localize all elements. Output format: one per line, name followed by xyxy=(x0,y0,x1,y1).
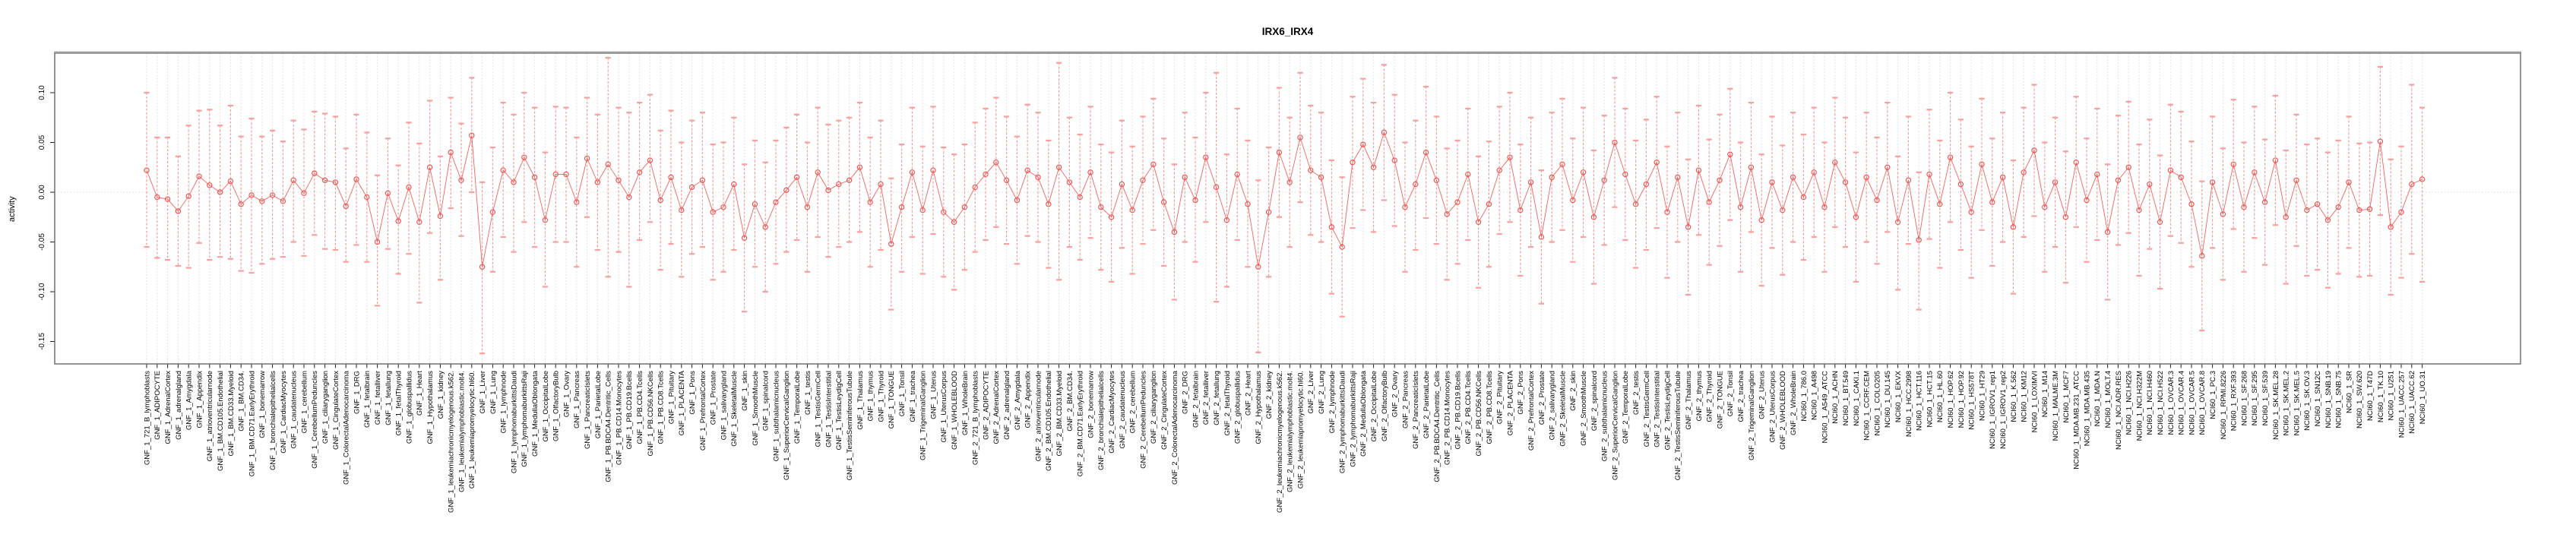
x-category-label: GNF_2_testis xyxy=(1632,371,1641,416)
x-category-label: GNF_1_trachea xyxy=(908,371,917,422)
x-category-label: NCI60_1_786.0 xyxy=(1799,371,1809,422)
series-line xyxy=(147,132,2423,267)
x-category-label: GNF_2_BM.CD34. xyxy=(1065,371,1074,432)
x-category-label: GNF_2_bonemarrow xyxy=(1087,371,1096,438)
x-category-label: GNF_1_PB.CD4.Tcells xyxy=(636,371,644,444)
x-category-label: NCI60_1_SF.539 xyxy=(2261,371,2270,426)
x-category-label: GNF_1_fetalbrain xyxy=(363,371,372,428)
x-category-label: GNF_2_PB.CD8.Tcells xyxy=(1485,371,1494,444)
x-category-label: GNF_1_TrigeminalGanglion xyxy=(919,371,928,460)
x-category-label: NCI60_1_SW.620 xyxy=(2356,371,2365,429)
x-category-label: GNF_1_SmoothMuscle xyxy=(751,371,760,446)
x-category-label: GNF_2_UterusCorpus xyxy=(1768,371,1777,443)
x-category-label: GNF_2_ParietalLobe xyxy=(1422,371,1431,439)
x-category-label: NCI60_1_OVCAR.4 xyxy=(2177,371,2186,435)
x-category-label: NCI60_1_M14 xyxy=(2041,371,2050,418)
x-category-label: GNF_1_skin xyxy=(741,371,749,411)
x-category-label: NCI60_1_SNB.75 xyxy=(2334,371,2343,428)
x-category-label: GNF_2_Thalamus xyxy=(1685,371,1693,430)
x-category-label: GNF_2_fetalThyroid xyxy=(1223,371,1232,436)
x-category-label: GNF_2_BM.CD105.Endothelial xyxy=(1045,371,1054,472)
x-category-label: GNF_2_leukemiachronicmyelogenous.k562. xyxy=(1275,371,1284,513)
x-category-label: GNF_2_leukemiapromyelocytic.hl60. xyxy=(1296,371,1305,489)
x-category-label: GNF_1_thymus xyxy=(866,371,875,422)
x-category-label: NCI60_1_NCI.ADR.RES xyxy=(2114,371,2123,451)
x-category-label: GNF_2_PancreaticIslets xyxy=(1412,371,1421,449)
x-category-label: GNF_2_MedullaOblongata xyxy=(1359,371,1369,457)
x-category-label: GNF_1_UterusCorpus xyxy=(940,371,949,443)
x-category-label: GNF_2_Pituitary xyxy=(1495,371,1505,425)
x-category-label: GNF_2_SkeletalMuscle xyxy=(1559,371,1568,447)
x-category-label: GNF_1_PB.BDCA4.Dentritic_Cells xyxy=(604,371,613,482)
x-category-label: GNF_2_leukemialymphoblastic.molt4. xyxy=(1286,371,1295,492)
x-category-label: GNF_1_leukemiachronicmyelogenous.k562. xyxy=(447,371,456,513)
x-category-label: GNF_1_TestisLeydigCell xyxy=(835,371,844,451)
x-category-label: NCI60_1_MCF7 xyxy=(2062,371,2071,423)
x-category-label: GNF_2_kidney xyxy=(1265,371,1274,419)
x-category-label: GNF_2_TestisInterstitial xyxy=(1653,371,1662,447)
x-category-label: GNF_1_Tonsil xyxy=(898,371,907,417)
x-category-label: GNF_2_cerebellum xyxy=(1128,371,1138,434)
x-category-label: NCI60_1_IGROV1_rep2 xyxy=(1999,371,2008,449)
x-category-label: GNF_2_salivarygland xyxy=(1548,371,1557,441)
x-category-label: GNF_1_Uterus xyxy=(929,371,938,419)
x-category-label: NCI60_1_A549_ATCC xyxy=(1821,371,1830,444)
x-category-label: GNF_1_PrefrontalCortex xyxy=(698,371,707,451)
x-category-label: GNF_1_lymphnode xyxy=(499,371,508,434)
x-category-label: GNF_1_bonemarrow xyxy=(258,371,267,438)
x-category-label: GNF_1_globuspallidus xyxy=(405,371,414,444)
x-category-label: NCI60_1_UACC.62 xyxy=(2408,371,2417,434)
x-category-label: GNF_1_fetallung xyxy=(384,371,393,425)
x-category-label: GNF_1_Pituitary xyxy=(667,371,676,425)
x-category-label: GNF_1_Ovary xyxy=(562,371,571,418)
x-category-label: GNF_1_Thyroid xyxy=(877,371,886,422)
x-category-label: GNF_2_CardiacMyocytes xyxy=(1108,371,1116,454)
x-category-label: GNF_1_BM.CD34. xyxy=(237,371,246,432)
x-category-label: GNF_2_DRG xyxy=(1181,371,1190,415)
x-category-label: NCI60_1_KM12 xyxy=(2020,371,2029,422)
x-category-label: GNF_1_kidney xyxy=(436,371,445,419)
x-category-label: GNF_1_CardiacMyocytes xyxy=(279,371,288,454)
x-category-label: GNF_2_CerebellumPeduncles xyxy=(1139,371,1148,469)
x-category-label: GNF_1_SuperiorCervicalGanglion xyxy=(783,371,792,481)
x-category-label: NCI60_1_UACC.257 xyxy=(2397,371,2407,438)
x-category-label: GNF_2_ColorectalAdenocarcinoma xyxy=(1170,371,1179,485)
x-category-label: NCI60_1_HCT.116 xyxy=(1915,371,1924,432)
x-category-label: NCI60_1_OVCAR.5 xyxy=(2188,371,2197,435)
x-category-label: NCI60_1_A498 xyxy=(1810,371,1819,420)
x-category-label: NCI60_1_NCI.H322M xyxy=(2135,371,2144,441)
x-gridlines xyxy=(147,53,2423,364)
x-category-label: GNF_1_OccipitalLobe xyxy=(541,371,550,442)
x-category-label: GNF_1_WholeBrain xyxy=(960,371,970,436)
x-category-label: NCI60_1_MALME.3M xyxy=(2052,371,2060,441)
x-category-label: GNF_2_AdrenalCortex xyxy=(992,371,1002,444)
x-category-label: NCI60_1_COLO205 xyxy=(1873,371,1882,436)
x-category-label: GNF_2_WHOLEBLOOD xyxy=(1779,371,1788,450)
x-category-label: GNF_1_ciliaryganglion xyxy=(321,371,330,444)
x-category-label: NCI60_1_IGROV1_rep1 xyxy=(1989,371,1998,449)
x-category-label: GNF_1_SkeletalMuscle xyxy=(730,370,739,447)
x-category-label: GNF_1_Appendix xyxy=(195,371,204,428)
x-category-label: NCI60_1_SF.295 xyxy=(2251,371,2260,426)
x-category-label: GNF_2_Tonsil xyxy=(1726,371,1736,417)
x-category-label: NCI60_1_ACHN xyxy=(1831,371,1840,424)
x-category-label: GNF_1_BM.CD71.EarlyErythroid xyxy=(248,371,257,477)
y-axis-title: activity xyxy=(8,196,17,222)
x-category-label: GNF_2_Pancreas xyxy=(1401,371,1410,429)
x-category-label: GNF_1_PB.CD56.NKCells xyxy=(646,371,655,457)
x-category-label: GNF_1_OlfactoryBulb xyxy=(552,371,561,441)
x-category-label: GNF_1_PancreaticIslets xyxy=(584,371,592,449)
y-tick-label: 0.10 xyxy=(38,85,46,100)
x-category-label: GNF_2_trachea xyxy=(1737,371,1745,422)
x-category-label: NCI60_1_EKVX xyxy=(1894,371,1903,423)
x-category-label: GNF_2_atrioventricularnode xyxy=(1034,371,1043,462)
x-category-label: GNF_1_CerebellumPeduncles xyxy=(311,371,320,469)
x-category-label: GNF_2_Liver xyxy=(1307,371,1316,414)
chart-title: IRX6_IRX4 xyxy=(1261,26,1314,37)
x-category-label: GNF_1_DRG xyxy=(353,371,362,415)
x-category-label: GNF_2_TemporalLobe xyxy=(1622,371,1631,444)
x-category-label: GNF_2_Heart xyxy=(1244,371,1253,416)
x-category-label: GNF_2_TrigeminalGanglion xyxy=(1747,371,1756,460)
x-category-label: NCI60_1_HCC.2998 xyxy=(1904,371,1913,438)
x-category-label: GNF_1_atrioventricularnode xyxy=(206,371,215,462)
x-category-label: NCI60_1_MDA.MB.231_ATCC xyxy=(2072,371,2081,470)
x-category-label: GNF_2_TONGUE xyxy=(1716,371,1725,429)
x-category-label: GNF_1_CingulateCortex xyxy=(331,371,340,451)
y-tick-label: 0.05 xyxy=(38,134,46,150)
x-category-label: GNF_2_Ovary xyxy=(1391,371,1400,418)
x-category-label: GNF_1_Liver xyxy=(479,371,487,414)
x-category-label: GNF_2_globuspallidus xyxy=(1233,371,1242,444)
x-category-label: GNF_2_SmoothMuscle xyxy=(1580,371,1588,446)
x-category-label: GNF_1_ParietalLobe xyxy=(593,371,603,439)
x-category-label: GNF_2_skin xyxy=(1569,371,1578,411)
x-category-label: GNF_2_spinalcord xyxy=(1590,371,1599,432)
x-category-label: GNF_1_fetalThyroid xyxy=(394,371,403,436)
x-category-label: NCI60_1_UO.31 xyxy=(2419,371,2427,425)
x-category-label: GNF_1_721_B_lymphoblasts xyxy=(143,371,152,466)
x-category-label: GNF_1_salivarygland xyxy=(720,371,729,441)
x-category-label: GNF_2_BM.CD33.Myeloid xyxy=(1055,371,1064,457)
x-category-label: GNF_1_Lung xyxy=(489,371,498,415)
x-category-label: GNF_2_PB.BDCA4.Dentritic_Cells xyxy=(1432,371,1441,482)
x-category-label: GNF_2_adrenalgland xyxy=(1003,371,1011,440)
x-category-label: NCI60_1_HS578T xyxy=(1967,371,1976,430)
x-category-label: NCI60_1_SK.MEL.2 xyxy=(2282,371,2291,436)
x-category-label: GNF_2_Appendix xyxy=(1024,371,1033,428)
x-category-label: GNF_2_PrefrontalCortex xyxy=(1527,371,1536,451)
x-category-label: GNF_2_CingulateCortex xyxy=(1160,371,1169,451)
x-category-label: GNF_1_adrenalgland xyxy=(174,371,183,440)
y-tick-labels xyxy=(38,85,46,350)
x-category-label: GNF_1_cerebellum xyxy=(300,371,309,434)
x-category-label: GNF_1_BM.CD33.Myeloid xyxy=(226,371,236,457)
x-category-label: GNF_2_ADIPOCYTE xyxy=(982,371,991,440)
x-category-label: GNF_1_PLACENTA xyxy=(678,371,687,436)
x-category-label: GNF_2_subthalamicnucleus xyxy=(1600,371,1609,462)
x-category-label: GNF_2_TestisSeminiferousTubule xyxy=(1674,371,1683,481)
x-category-label: NCI60_1_CCRF.CEM xyxy=(1862,371,1872,441)
plot-border xyxy=(54,52,2521,364)
x-category-label: NCI60_1_HL.60 xyxy=(1936,371,1945,423)
x-category-label: NCI60_1_SK.MEL.5 xyxy=(2293,371,2302,436)
x-category-label: GNF_2_TestisLeydigCell xyxy=(1663,371,1673,451)
error-bars xyxy=(144,58,2425,353)
x-category-label: GNF_2_Amygdala xyxy=(1013,371,1022,431)
x-category-label: GNF_2_fetallung xyxy=(1213,371,1221,425)
x-category-label: GNF_1_Heart xyxy=(416,371,425,416)
x-category-label: GNF_2_BM.CD71.EarlyErythroid xyxy=(1076,371,1085,477)
x-category-label: GNF_1_spinalcord xyxy=(761,371,771,432)
x-category-label: GNF_2_lymphomaburkittsDaudi xyxy=(1338,371,1347,474)
y-tick-label: 0.00 xyxy=(38,185,46,200)
x-category-label: NCI60_1_HT29 xyxy=(1978,371,1987,422)
x-category-label: GNF_1_testis xyxy=(803,371,812,416)
x-category-label: GNF_1_Pons xyxy=(688,371,697,415)
x-category-label: GNF_1_bronchialepithelialcells xyxy=(269,371,277,470)
x-category-label: NCI60_1_OVCAR.3 xyxy=(2166,371,2176,435)
x-category-label: GNF_1_AdrenalCortex xyxy=(164,371,172,444)
x-category-label: NCI60_1_CAKI.1 xyxy=(1852,371,1861,426)
x-category-label: GNF_1_leukemialymphoblastic.molt4. xyxy=(457,371,467,492)
x-category-label: NCI60_1_RXF.393 xyxy=(2229,371,2239,432)
x-category-label: NCI60_1_DU.145 xyxy=(1884,371,1893,428)
x-category-label: GNF_1_Pancreas xyxy=(573,371,582,429)
x-category-label: NCI60_1_U251 xyxy=(2387,371,2396,421)
x-category-label: GNF_2_caudatenucleus xyxy=(1118,371,1127,449)
x-category-label: GNF_1_MedullaOblongata xyxy=(531,371,540,457)
x-category-label: NCI60_1_TK.10 xyxy=(2376,371,2385,423)
x-category-label: GNF_1_caudatenucleus xyxy=(290,371,299,449)
x-category-label: NCI60_1_SN12C xyxy=(2314,371,2322,427)
x-category-label: NCI60_1_SF.268 xyxy=(2240,371,2249,426)
x-category-label: GNF_2_Lung xyxy=(1318,371,1326,415)
x-category-label: GNF_1_Thalamus xyxy=(856,371,865,430)
x-category-label: GNF_2_PB.CD4.Tcells xyxy=(1464,371,1473,444)
x-category-label: GNF_2_Prostate xyxy=(1537,371,1546,425)
x-category-label: NCI60_1_HCT.15 xyxy=(1926,371,1935,428)
data-points xyxy=(144,130,2425,269)
x-category-label: NCI60_1_SK.MEL.28 xyxy=(2271,371,2280,440)
x-category-label: GNF_2_Uterus xyxy=(1758,371,1767,419)
x-category-label: NCI60_1_SR xyxy=(2345,371,2354,413)
x-category-label: NCI60_1_NCI.H460 xyxy=(2146,371,2155,435)
x-category-label: NCI60_1_SK.OV.3 xyxy=(2303,371,2312,431)
x-category-label: GNF_2_ciliaryganglion xyxy=(1150,371,1159,444)
x-category-label: GNF_1_Amygdala xyxy=(185,371,194,431)
x-axis-ticks xyxy=(147,365,2423,368)
x-category-label: NCI60_1_PC.3 xyxy=(2209,371,2217,419)
x-category-label: GNF_1_BM.CD105.Endothelial xyxy=(217,371,225,472)
x-category-label: GNF_2_WholeBrain xyxy=(1790,371,1798,436)
y-axis-ticks xyxy=(50,93,55,342)
x-category-label: NCI60_1_SNB.19 xyxy=(2324,371,2333,428)
x-category-label: NCI60_1_NCI.H226 xyxy=(2125,371,2134,435)
x-category-label: GNF_1_ADIPOCYTE xyxy=(153,371,163,440)
x-category-label: GNF_2_TestisGermCell xyxy=(1642,371,1651,447)
y-tick-label: -0.15 xyxy=(38,333,46,350)
x-category-label: GNF_2_fetalbrain xyxy=(1191,371,1201,428)
x-category-label: NCI60_1_K.562 xyxy=(2009,371,2018,422)
x-category-label: NCI60_1_LOXIMVI xyxy=(2030,371,2040,433)
x-category-label: GNF_1_leukemiapromyelocytic.hl60. xyxy=(468,371,477,489)
x-category-label: NCI60_1_T47D xyxy=(2366,371,2375,422)
x-category-label: NCI60_1_MDA.N xyxy=(2093,371,2103,427)
x-category-label: GNF_2_lymphomaburkittsRaji xyxy=(1349,371,1358,467)
x-category-label: NCI60_1_BT.549 xyxy=(1842,371,1850,426)
x-category-label: GNF_2_SuperiorCervicalGanglion xyxy=(1611,371,1620,481)
x-category-label: GNF_2_thymus xyxy=(1695,371,1704,422)
x-category-label: GNF_1_TestisInterstitial xyxy=(824,371,834,447)
x-category-label: GNF_2_OccipitalLobe xyxy=(1370,371,1378,442)
x-category-label: NCI60_1_RPMI.8226 xyxy=(2219,371,2228,440)
x-category-labels xyxy=(143,370,2427,513)
x-category-label: GNF_2_Thyroid xyxy=(1705,371,1714,422)
x-category-label: NCI60_1_HOP.62 xyxy=(1947,371,1955,428)
x-category-label: GNF_1_TemporalLobe xyxy=(793,371,802,444)
x-category-label: GNF_1_TestisGermCell xyxy=(814,371,823,447)
x-category-label: NCI60_1_NCI.H522 xyxy=(2157,371,2165,435)
x-category-label: NCI60_1_OVCAR.8 xyxy=(2198,371,2207,435)
x-category-label: GNF_1_PB.CD19.Bcells xyxy=(625,371,635,450)
x-category-label: GNF_2_lymphnode xyxy=(1328,371,1337,434)
x-category-label: GNF_2_PB.CD19.Bcells xyxy=(1454,371,1463,450)
x-category-label: GNF_1_PB.CD14.Monocytes xyxy=(615,371,624,466)
x-category-label: GNF_2_PB.CD56.NKCells xyxy=(1475,371,1483,457)
x-category-label: NCI60_1_HOP.92 xyxy=(1957,371,1966,428)
x-category-label: GNF_2_Hypothalamus xyxy=(1255,371,1264,444)
x-category-label: GNF_1_lymphomaburkittsDaudi xyxy=(510,371,519,474)
x-category-label: GNF_1_TONGUE xyxy=(888,371,897,429)
x-category-label: NCI60_1_MDA.MB.435 xyxy=(2083,371,2092,447)
x-category-label: GNF_2_fetalliver xyxy=(1202,371,1211,425)
x-category-label: GNF_1_PB.CD8.Tcells xyxy=(657,371,666,444)
x-category-label: GNF_2_bronchialepithelialcells xyxy=(1097,371,1106,470)
x-category-label: GNF_1_fetalliver xyxy=(374,371,382,425)
x-category-label: GNF_1_TestisSeminiferousTubule xyxy=(846,371,854,481)
y-tick-label: -0.05 xyxy=(38,233,46,251)
x-category-label: GNF_1_Prostate xyxy=(709,371,718,425)
x-category-label: GNF_1_Hypothalamus xyxy=(426,371,435,444)
x-category-label: GNF_2_721_B_lymphoblasts xyxy=(971,371,980,466)
x-category-label: NCI60_1_MOLT.4 xyxy=(2104,371,2112,428)
x-category-label: GNF_1_WHOLEBLOOD xyxy=(951,371,959,450)
x-category-label: GNF_2_OlfactoryBulb xyxy=(1380,371,1389,441)
x-category-label: GNF_2_PLACENTA xyxy=(1506,370,1515,436)
x-category-label: GNF_2_Pons xyxy=(1517,371,1526,415)
x-category-label: GNF_1_ColorectalAdenocarcinoma xyxy=(342,370,351,485)
y-tick-label: -0.10 xyxy=(38,283,46,301)
x-category-label: GNF_1_lymphomaburkittsRaji xyxy=(521,371,530,467)
x-category-label: GNF_2_PB.CD14.Monocytes xyxy=(1443,371,1452,466)
x-category-label: GNF_1_subthalamicnucleus xyxy=(772,371,781,462)
